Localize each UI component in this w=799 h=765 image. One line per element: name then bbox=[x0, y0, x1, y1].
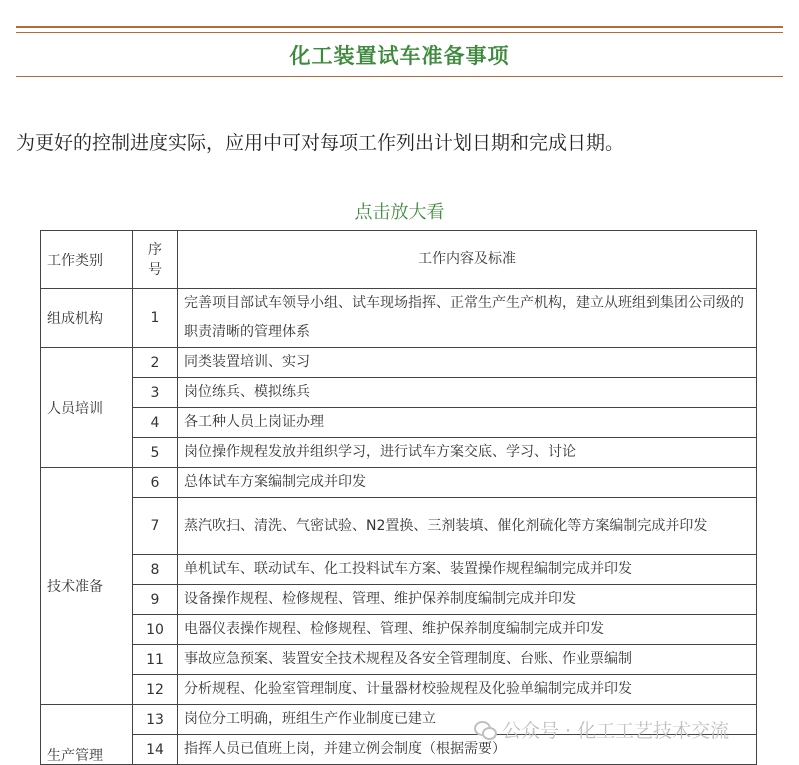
row-no: 5 bbox=[133, 438, 178, 468]
title-underline bbox=[16, 76, 783, 77]
header-no bbox=[133, 231, 178, 289]
row-content: 岗位分工明确，班组生产作业制度已建立 bbox=[178, 705, 757, 735]
row-content: 事故应急预案、装置安全技术规程及各安全管理制度、台账、作业票编制 bbox=[178, 645, 757, 675]
group-training: 人员培训 bbox=[41, 348, 133, 468]
row-content: 完善项目部试车领导小组、试车现场指挥、正常生产生产机构，建立从班组到集团公司级的职责清晰的管理体系 bbox=[178, 289, 757, 348]
row-content: 蒸汽吹扫、清洗、气密试验、N2置换、三剂装填、催化剂硫化等方案编制完成并印发 bbox=[178, 498, 757, 555]
watermark bbox=[474, 716, 729, 743]
header-no-line1: 序 bbox=[148, 241, 162, 258]
row-content: 岗位操作规程发放并组织学习，进行试车方案交底、学习、讨论 bbox=[178, 438, 757, 468]
row-no: 1 bbox=[133, 289, 178, 348]
row-content: 各工种人员上岗证办理 bbox=[178, 408, 757, 438]
row-no: 9 bbox=[133, 585, 178, 615]
table-row bbox=[41, 498, 757, 555]
prep-table bbox=[40, 230, 757, 765]
page-title: 化工装置试车准备事项 bbox=[289, 44, 510, 68]
table-row bbox=[41, 675, 757, 705]
table-row bbox=[41, 645, 757, 675]
row-content: 电器仪表操作规程、检修规程、管理、维护保养制度编制完成并印发 bbox=[178, 615, 757, 645]
row-no: 8 bbox=[133, 555, 178, 585]
table-row bbox=[41, 378, 757, 408]
group-prod: 生产管理 bbox=[41, 705, 133, 765]
row-no: 7 bbox=[133, 498, 178, 555]
table-row bbox=[41, 348, 757, 378]
top-rule-thin bbox=[16, 32, 783, 33]
table-row bbox=[41, 408, 757, 438]
intro-paragraph: 为更好的控制进度实际，应用中可对每项工作列出计划日期和完成日期。 bbox=[16, 132, 625, 154]
zoom-link[interactable]: 点击放大看 bbox=[354, 202, 445, 223]
table-row bbox=[41, 438, 757, 468]
row-no: 13 bbox=[133, 705, 178, 735]
header-no-line2: 号 bbox=[148, 261, 162, 278]
header-content: 工作内容及标准 bbox=[178, 231, 757, 289]
watermark-text: 公众号 · 化工工艺技术交流 bbox=[502, 720, 730, 742]
row-no: 2 bbox=[133, 348, 178, 378]
row-content: 同类装置培训、实习 bbox=[178, 348, 757, 378]
row-no: 12 bbox=[133, 675, 178, 705]
row-content: 单机试车、联动试车、化工投料试车方案、装置操作规程编制完成并印发 bbox=[178, 555, 757, 585]
row-no: 6 bbox=[133, 468, 178, 498]
row-no: 4 bbox=[133, 408, 178, 438]
row-no: 11 bbox=[133, 645, 178, 675]
group-org: 组成机构 bbox=[41, 289, 133, 348]
group-tech: 技术准备 bbox=[41, 468, 133, 705]
wechat-icon bbox=[474, 721, 496, 739]
header-type: 工作类别 bbox=[41, 231, 133, 289]
row-content: 分析规程、化验室管理制度、计量器材校验规程及化验单编制完成并印发 bbox=[178, 675, 757, 705]
row-no: 10 bbox=[133, 615, 178, 645]
table-row bbox=[41, 555, 757, 585]
table-row bbox=[41, 615, 757, 645]
row-no: 14 bbox=[133, 735, 178, 765]
row-no: 3 bbox=[133, 378, 178, 408]
table-row bbox=[41, 585, 757, 615]
row-content: 总体试车方案编制完成并印发 bbox=[178, 468, 757, 498]
top-rule bbox=[16, 26, 783, 28]
row-content: 设备操作规程、检修规程、管理、维护保养制度编制完成并印发 bbox=[178, 585, 757, 615]
row-content: 指挥人员已值班上岗，并建立例会制度（根据需要） bbox=[178, 735, 757, 765]
table-row bbox=[41, 289, 757, 348]
row-content: 岗位练兵、模拟练兵 bbox=[178, 378, 757, 408]
table-header-row bbox=[41, 231, 757, 289]
table-row bbox=[41, 468, 757, 498]
